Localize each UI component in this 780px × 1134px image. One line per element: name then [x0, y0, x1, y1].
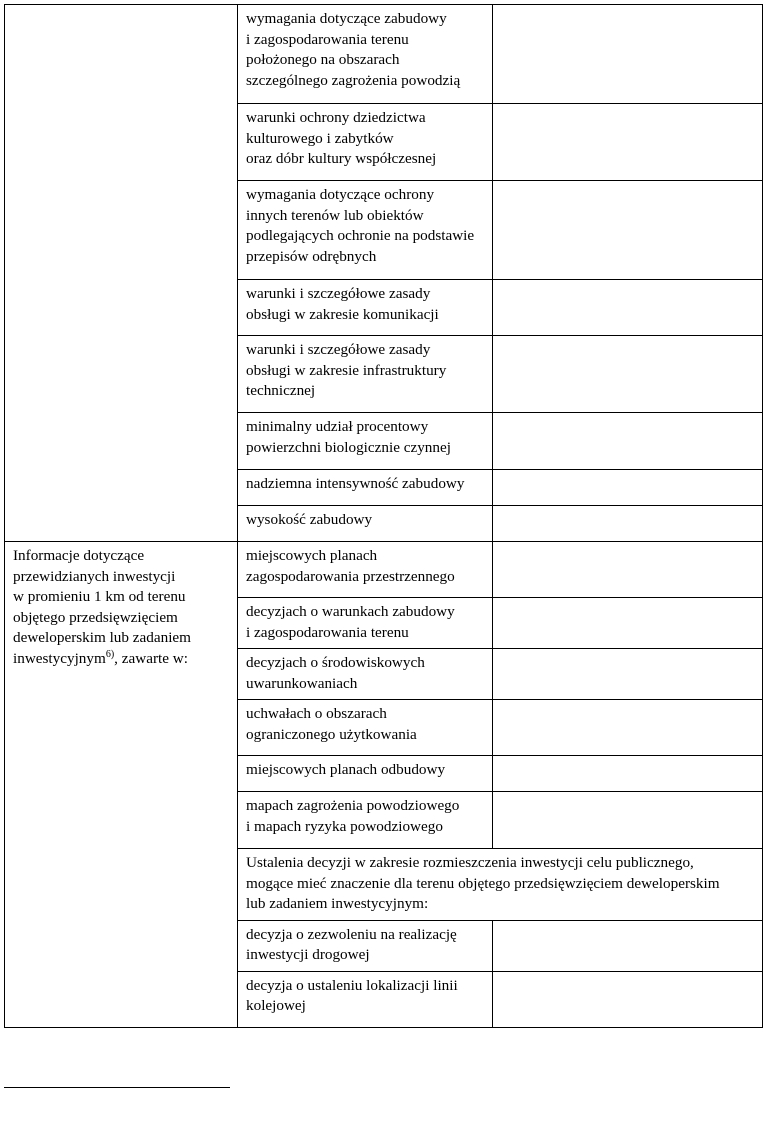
row-label: decyzjach o środowiskowych uwarunkowaniach: [238, 649, 493, 700]
value-cell[interactable]: [493, 104, 763, 181]
table-row: [5, 542, 763, 598]
value-cell[interactable]: [493, 792, 763, 849]
footnote-ref: 6): [105, 648, 115, 660]
footnote-divider: [4, 1087, 230, 1088]
row-label: warunki ochrony dziedzictwa kulturowego i zabytków oraz dóbr kultury współczesnej: [238, 104, 493, 181]
value-cell[interactable]: [493, 181, 763, 280]
form-table: [4, 4, 763, 1028]
row-label: mapach zagrożenia powodziowego i mapach ryzyka powodziowego: [238, 792, 493, 849]
value-cell[interactable]: [493, 470, 763, 506]
value-cell[interactable]: [493, 506, 763, 542]
row-label: decyzja o ustaleniu lokalizacji linii kolejowej: [238, 971, 493, 1027]
value-cell[interactable]: [493, 756, 763, 792]
value-cell[interactable]: [493, 336, 763, 413]
row-label: warunki i szczegółowe zasady obsługi w zakresie komunikacji: [238, 280, 493, 336]
empty-label-cell: [5, 5, 238, 542]
row-label: uchwałach o obszarach ograniczonego użytkowania: [238, 700, 493, 756]
value-cell[interactable]: [493, 5, 763, 104]
row-label: decyzjach o warunkach zabudowy i zagospodarowania terenu: [238, 598, 493, 649]
row-label: miejscowych planach odbudowy: [238, 756, 493, 792]
section-label: Informacje dotyczące przewidzianych inwestycji w promieniu 1 km od terenu objętego przedsięwzięciem deweloperskim lub zadaniem inwestycyjnym: [13, 547, 191, 667]
section-label-cell: [5, 542, 238, 1028]
row-label: wymagania dotyczące zabudowy i zagospodarowania terenu położonego na obszarach szczególnego zagrożenia powodzią: [238, 5, 493, 104]
value-cell[interactable]: [493, 649, 763, 700]
value-cell[interactable]: [493, 280, 763, 336]
row-label: nadziemna intensywność zabudowy: [238, 470, 493, 506]
value-cell[interactable]: [493, 920, 763, 971]
section-label-suffix: , zawarte w:: [114, 649, 188, 667]
public-investment-header: Ustalenia decyzji w zakresie rozmieszczenia inwestycji celu publicznego, mogące mieć znaczenie dla terenu objętego przedsięwzięciem deweloperskim lub zadaniem inwestycyjnym:: [238, 849, 763, 921]
table-row: [5, 5, 763, 104]
value-cell[interactable]: [493, 598, 763, 649]
row-label: miejscowych planach zagospodarowania przestrzennego: [238, 542, 493, 598]
row-label: decyzja o zezwoleniu na realizację inwestycji drogowej: [238, 920, 493, 971]
row-label: warunki i szczegółowe zasady obsługi w zakresie infrastruktury technicznej: [238, 336, 493, 413]
value-cell[interactable]: [493, 700, 763, 756]
value-cell[interactable]: [493, 542, 763, 598]
value-cell[interactable]: [493, 413, 763, 470]
row-label: minimalny udział procentowy powierzchni biologicznie czynnej: [238, 413, 493, 470]
value-cell[interactable]: [493, 971, 763, 1027]
row-label: wysokość zabudowy: [238, 506, 493, 542]
row-label: wymagania dotyczące ochrony innych terenów lub obiektów podlegających ochronie na podstawie przepisów odrębnych: [238, 181, 493, 280]
